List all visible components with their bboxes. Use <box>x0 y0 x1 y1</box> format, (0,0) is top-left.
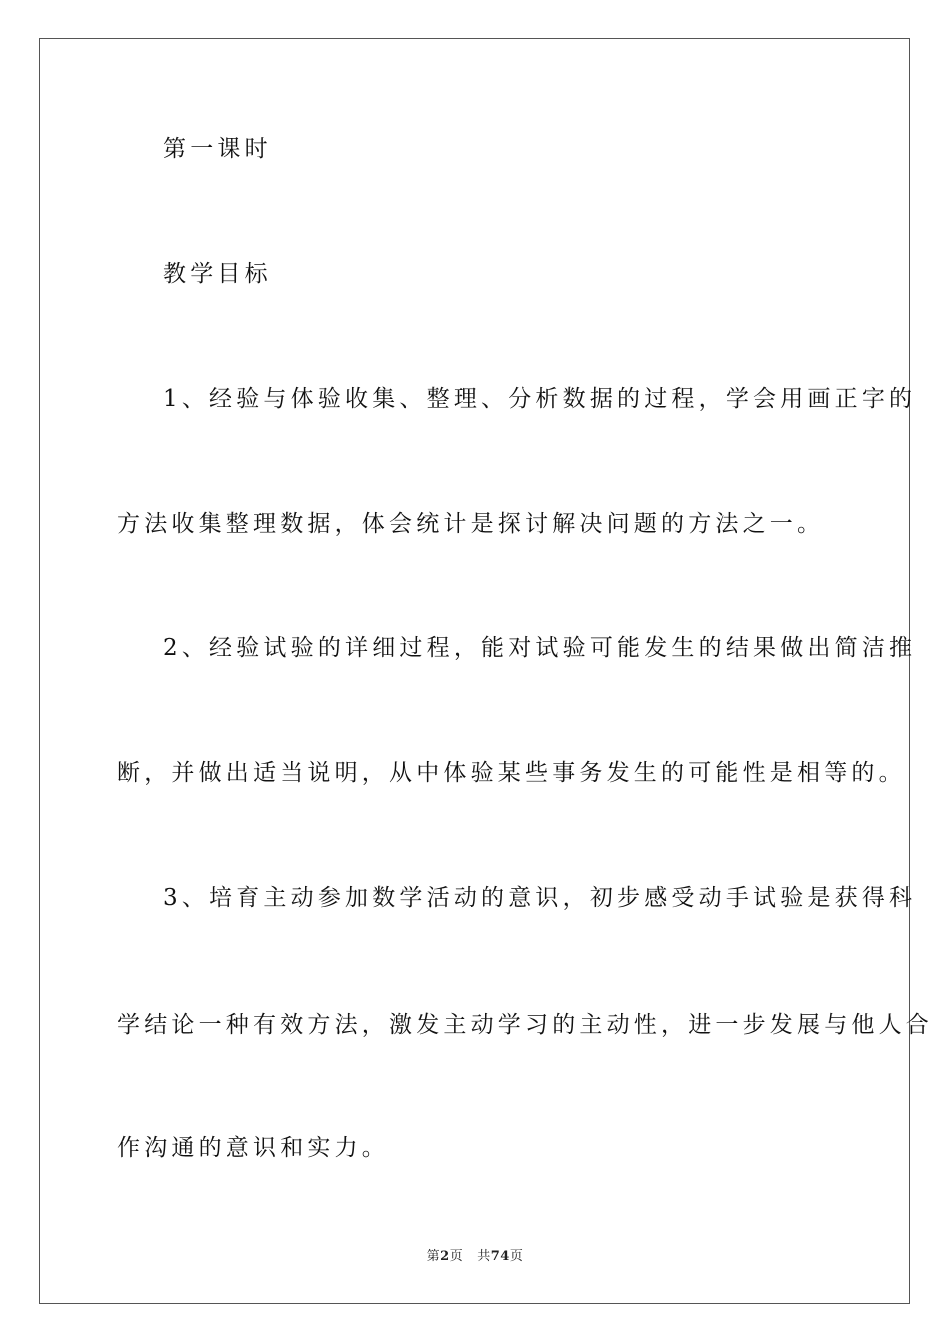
page-prefix: 第 <box>426 1249 441 1264</box>
paragraph-3-line-1: 3、培育主动参加数学活动的意识，初步感受动手试验是获得科 <box>163 885 917 911</box>
total-pages: 74 <box>490 1249 510 1264</box>
paragraph-2-line-2: 断，并做出适当说明，从中体验某些事务发生的可能性是相等的。 <box>117 760 906 786</box>
lesson-heading: 第一课时 <box>163 136 272 162</box>
paragraph-3-line-3: 作沟通的意识和实力。 <box>117 1135 389 1161</box>
goals-heading: 教学目标 <box>163 261 272 287</box>
paragraph-1-line-2: 方法收集整理数据，体会统计是探讨解决问题的方法之一。 <box>117 511 825 537</box>
page-footer <box>0 1248 950 1266</box>
page-suffix: 页 <box>449 1249 464 1264</box>
page-number: 2 <box>440 1249 450 1264</box>
paragraph-1-line-1: 1、经验与体验收集、整理、分析数据的过程，学会用画正字的 <box>163 386 917 412</box>
total-suffix: 页 <box>509 1249 524 1264</box>
page-border <box>39 38 933 1304</box>
total-prefix: 共 <box>477 1249 491 1264</box>
paragraph-2-line-1: 2、经验试验的详细过程，能对试验可能发生的结果做出简洁推 <box>163 635 917 661</box>
paragraph-3-line-2: 学结论一种有效方法，激发主动学习的主动性，进一步发展与他人合 <box>117 1012 933 1038</box>
